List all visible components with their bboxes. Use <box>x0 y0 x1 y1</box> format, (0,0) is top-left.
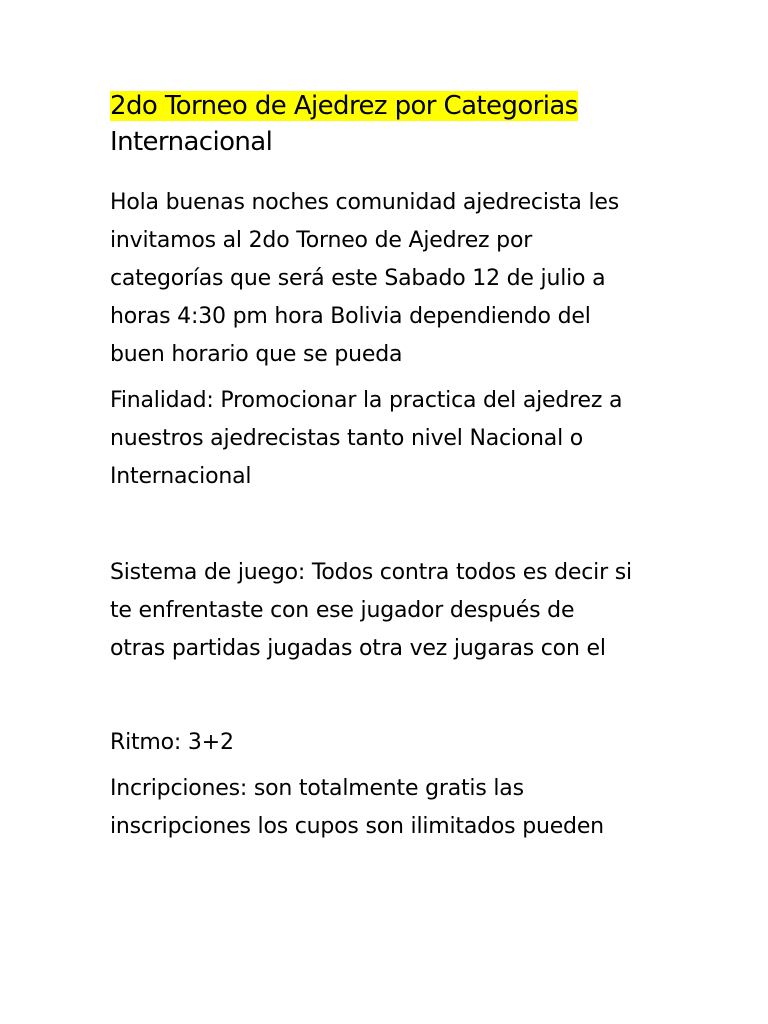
document-title <box>110 88 710 160</box>
sistema-line: Sistema de juego: Todos contra todos es decir si <box>110 560 632 585</box>
title-second-line: Internacional <box>110 127 273 157</box>
sistema-line: otras partidas jugadas otra vez jugaras con el <box>110 636 606 661</box>
intro-line: buen horario que se pueda <box>110 342 403 367</box>
ritmo-paragraph <box>110 724 710 762</box>
finalidad-line: Internacional <box>110 464 252 489</box>
intro-line: categorías que será este Sabado 12 de julio a <box>110 266 606 291</box>
finalidad-line: nuestros ajedrecistas tanto nivel Nacional o <box>110 426 584 451</box>
inscripciones-line: Incripciones: son totalmente gratis las <box>110 776 524 801</box>
intro-line: invitamos al 2do Torneo de Ajedrez por <box>110 228 533 253</box>
ritmo-line: Ritmo: 3+2 <box>110 730 234 755</box>
sistema-line: te enfrentaste con ese jugador después de <box>110 598 575 623</box>
finalidad-line: Finalidad: Promocionar la practica del ajedrez a <box>110 388 623 413</box>
intro-paragraph <box>110 184 710 374</box>
inscripciones-line: inscripciones los cupos son ilimitados pueden <box>110 814 604 839</box>
sistema-paragraph <box>110 554 710 668</box>
intro-line: Hola buenas noches comunidad ajedrecista les <box>110 190 620 215</box>
intro-line: horas 4:30 pm hora Bolivia dependiendo del <box>110 304 591 329</box>
finalidad-paragraph <box>110 382 710 496</box>
title-highlighted: 2do Torneo de Ajedrez por Categorias <box>110 91 578 121</box>
inscripciones-paragraph <box>110 770 710 846</box>
document-page <box>110 88 710 846</box>
